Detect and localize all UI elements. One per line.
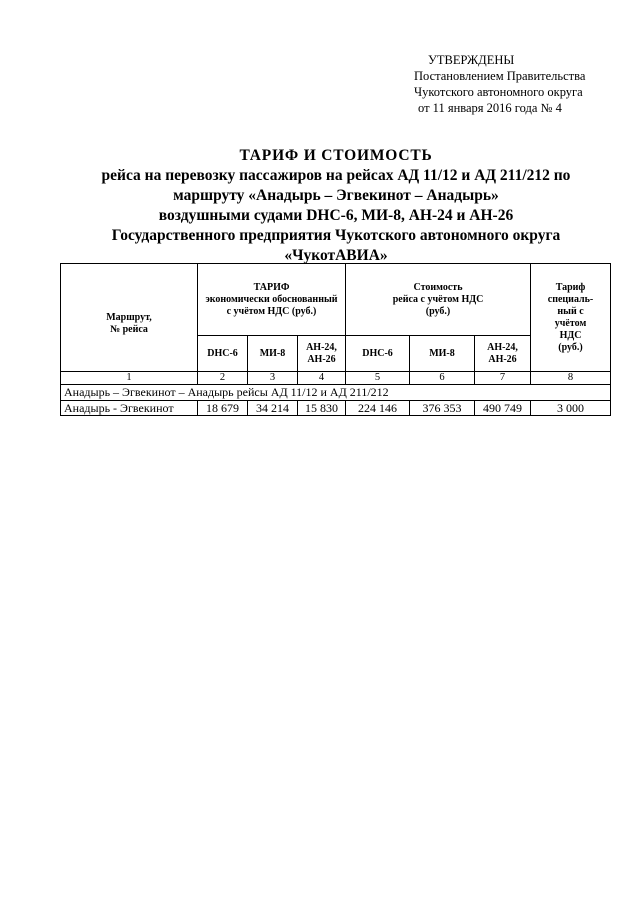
title-line-5: «ЧукотАВИА» [284,247,388,264]
value-cell: 18 679 [198,401,248,416]
column-number: 5 [346,372,410,385]
header-cost-group: Стоимость рейса с учётом НДС (руб.) [346,264,531,336]
approval-date: от 11 января 2016 года № 4 [418,101,562,115]
approval-title: УТВЕРЖДЕНЫ [428,53,515,67]
value-cell: 224 146 [346,401,410,416]
value-cell: 490 749 [475,401,531,416]
column-number: 3 [248,372,298,385]
route-cell: Анадырь - Эгвекинот [61,401,198,416]
title-line-1: рейса на перевозку пассажиров на рейсах АД 11/12 и АД 211/212 по [101,167,571,184]
subheader-cell: МИ-8 [410,336,475,372]
title-line-2: маршруту «Анадырь – Эгвекинот – Анадырь» [173,187,499,204]
section-row [61,385,611,401]
value-cell: 15 830 [298,401,346,416]
column-number: 7 [475,372,531,385]
column-number: 4 [298,372,346,385]
column-number: 8 [531,372,611,385]
subheader-cell: DHC-6 [346,336,410,372]
section-title: Анадырь – Эгвекинот – Анадырь рейсы АД 11/12 и АД 211/212 [61,385,611,401]
approval-line-2: Чукотского автономного округа [414,85,583,99]
column-number: 6 [410,372,475,385]
subheader-cell: АН-24, АН-26 [298,336,346,372]
header-special-tariff: Тариф специаль- ный с учётом НДС (руб.) [531,264,611,372]
value-cell: 376 353 [410,401,475,416]
approval-line-1: Постановлением Правительства [414,69,586,83]
header-route: Маршрут, № рейса [61,264,198,372]
value-cell: 34 214 [248,401,298,416]
subheader-cell: DHC-6 [198,336,248,372]
table-row [61,401,611,416]
subheader-cell: МИ-8 [248,336,298,372]
approval-block [414,52,585,116]
column-number: 1 [61,372,198,385]
column-number: 2 [198,372,248,385]
document-title [60,146,612,266]
title-main: ТАРИФ И СТОИМОСТЬ [239,147,433,164]
header-tariff-group: ТАРИФ экономически обоснованный с учётом НДС (руб.) [198,264,346,336]
subheader-cell: АН-24, АН-26 [475,336,531,372]
title-line-4: Государственного предприятия Чукотского автономного округа [111,227,561,244]
column-number-row [61,372,611,385]
tariff-table [60,263,611,416]
title-line-3: воздушными судами DHC-6, МИ-8, АН-24 и АН-26 [158,207,514,224]
value-cell: 3 000 [531,401,611,416]
table-header-row [61,264,611,336]
